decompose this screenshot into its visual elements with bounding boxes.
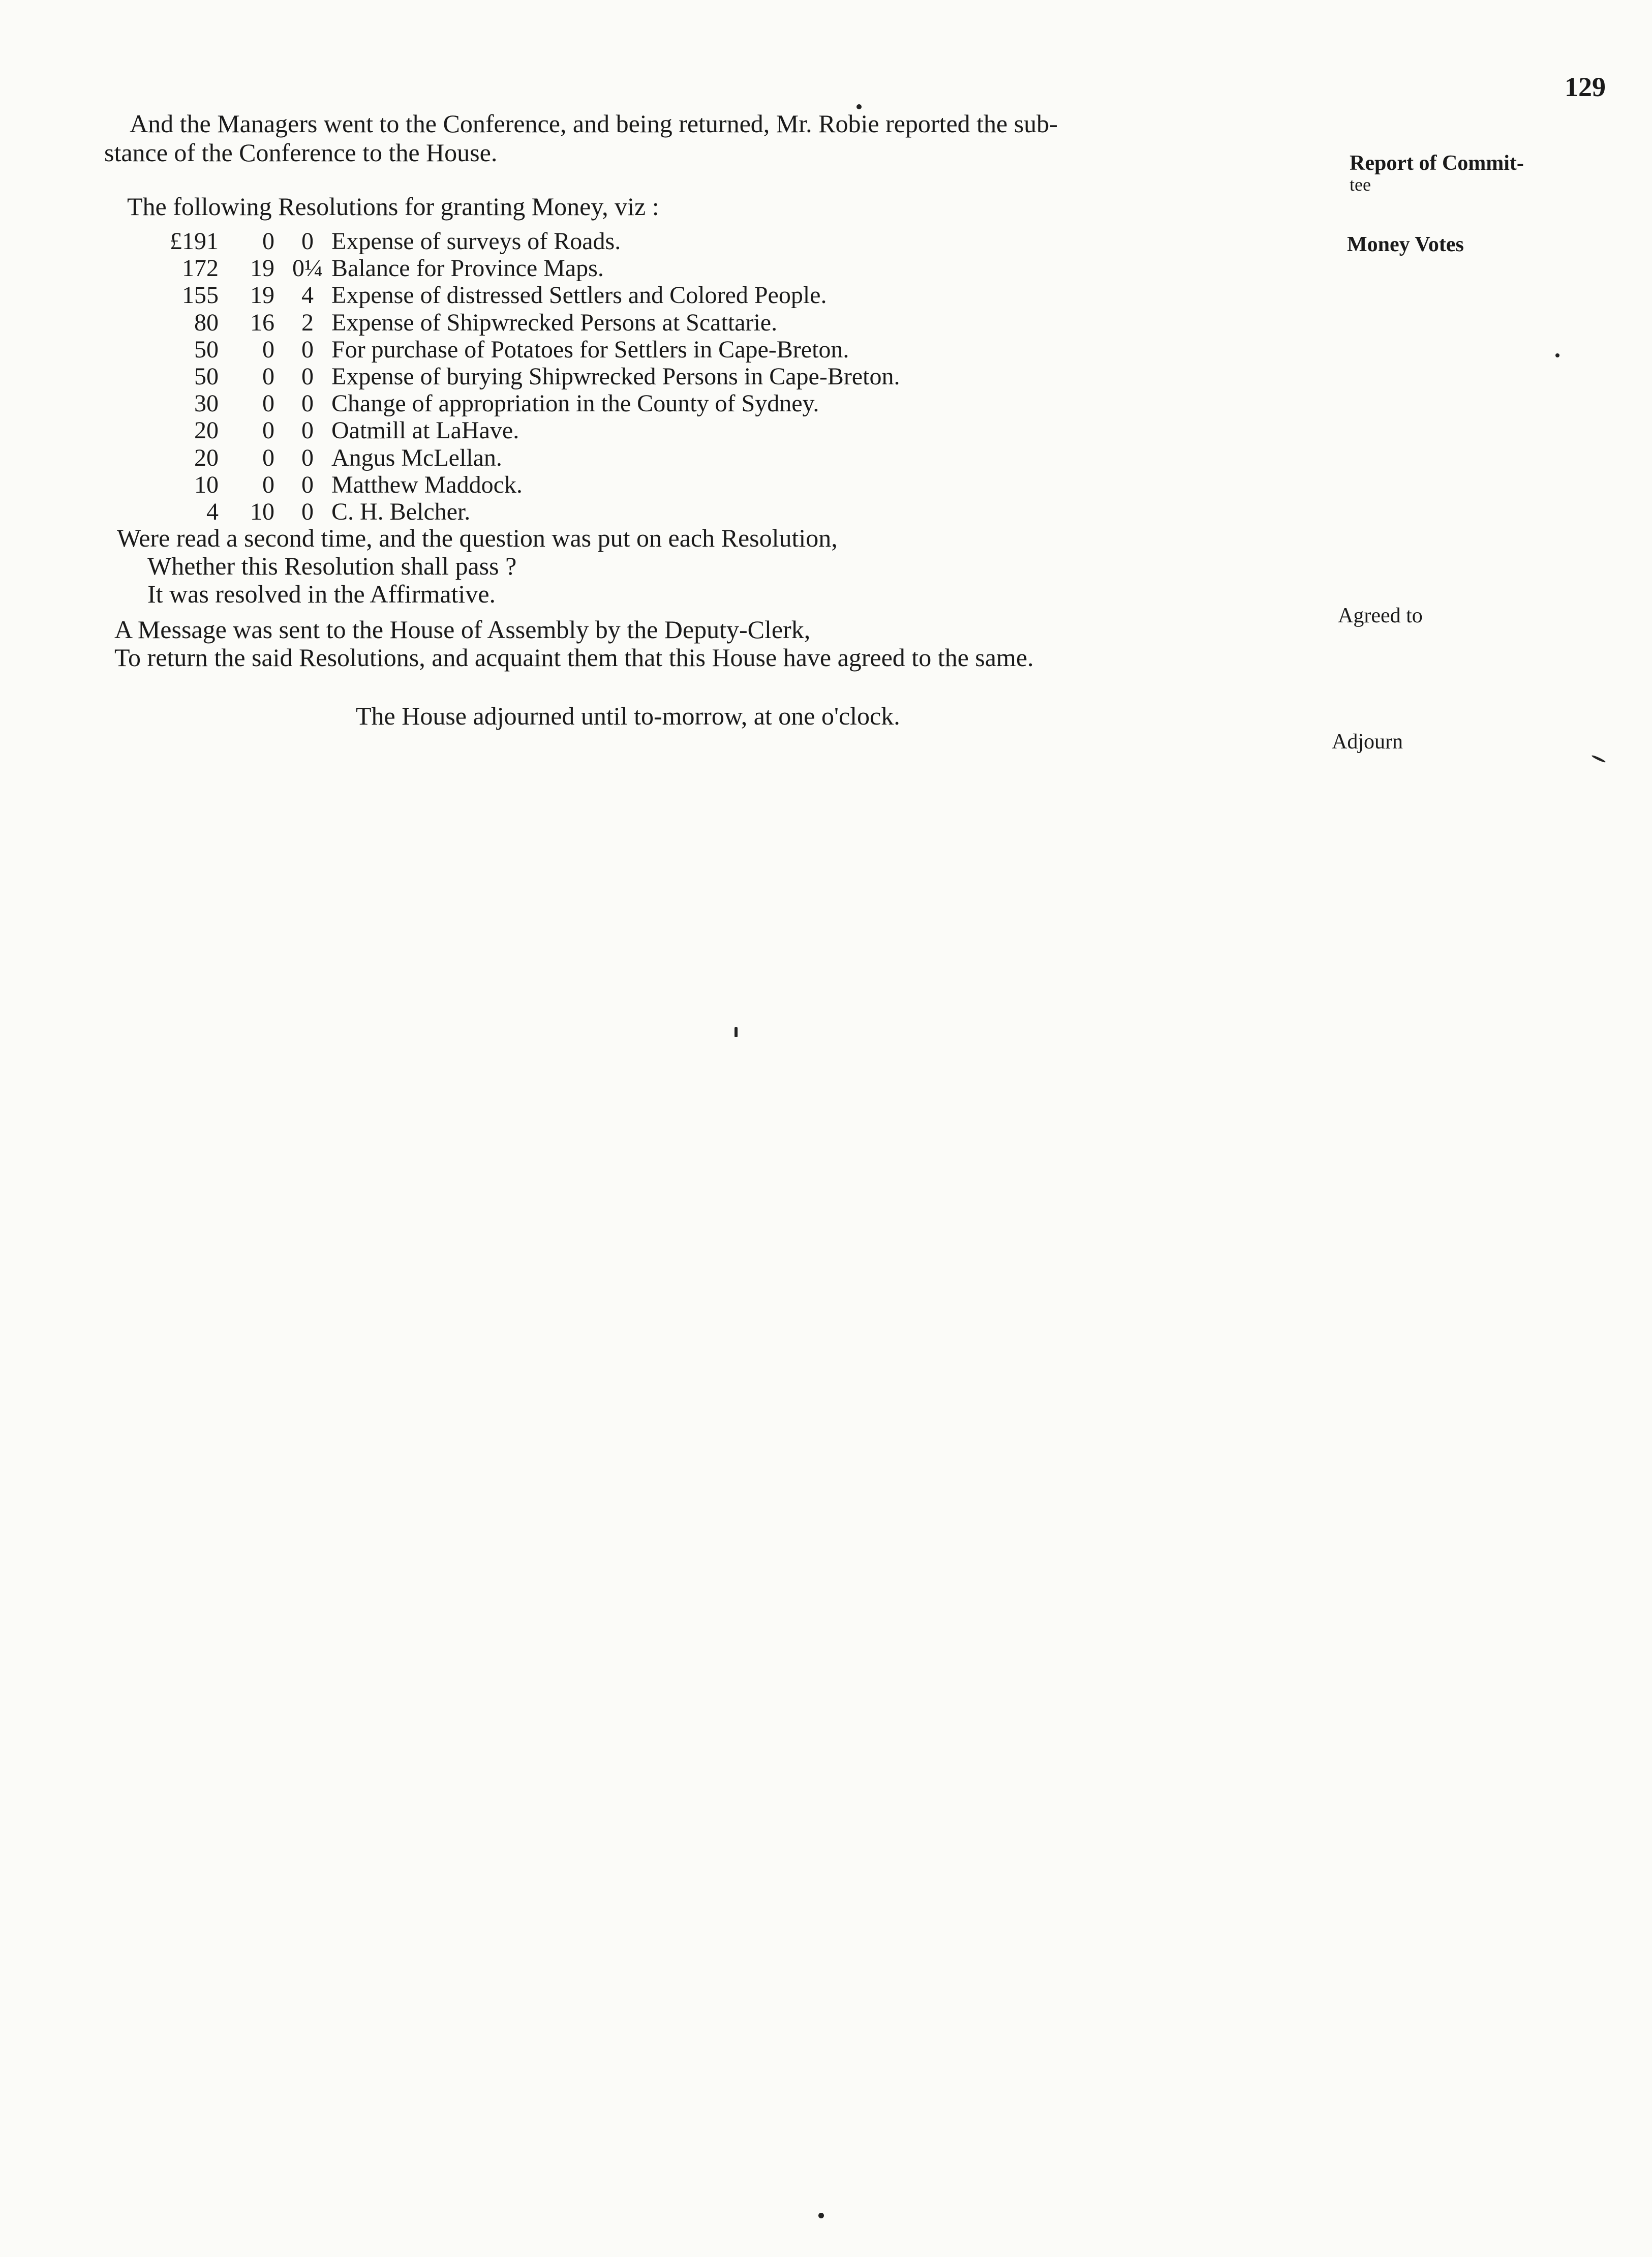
vote-description: Expense of distressed Settlers and Colored People. [331, 282, 827, 309]
margin-note-report-cont: tee [1350, 174, 1371, 195]
scan-speck [818, 2213, 824, 2218]
vote-description: For purchase of Potatoes for Settlers in Cape-Breton. [331, 336, 849, 363]
vote-pounds: 30 [194, 390, 219, 417]
vote-pence: 0 [301, 363, 314, 390]
second-reading-line-1: Were read a second time, and the question was put on each Resolution, [117, 524, 838, 552]
second-reading-line-3: It was resolved in the Affirmative. [147, 580, 496, 608]
margin-note-report: Report of Commit- [1350, 152, 1524, 175]
vote-pounds: 10 [194, 471, 219, 498]
vote-pence: 4 [301, 282, 314, 309]
vote-shillings: 0 [262, 336, 274, 363]
adjourn-text: The House adjourned until to-morrow, at one o'clock. [356, 702, 900, 730]
vote-description: Expense of burying Shipwrecked Persons in Cape-Breton. [331, 363, 900, 390]
conference-line-1: And the Managers went to the Conference, and being returned, Mr. Robie reported the sub- [130, 109, 1058, 138]
vote-shillings: 10 [250, 498, 274, 525]
message-line-2: To return the said Resolutions, and acquaint them that this House have agreed to the same. [114, 643, 1034, 672]
vote-description: Oatmill at LaHave. [331, 417, 519, 444]
scan-speck [856, 104, 862, 109]
vote-shillings: 16 [250, 309, 274, 336]
vote-shillings: 0 [262, 471, 274, 498]
vote-description: Balance for Province Maps. [331, 255, 604, 282]
vote-pounds: 20 [194, 417, 219, 444]
scan-speck [1591, 755, 1606, 763]
page-number: 129 [1565, 72, 1606, 102]
vote-pence: 0 [301, 390, 314, 417]
vote-pence: 0 [301, 336, 314, 363]
margin-note-money-votes: Money Votes [1347, 233, 1464, 256]
vote-pence: 2 [301, 309, 314, 336]
conference-line-2: stance of the Conference to the House. [104, 138, 498, 167]
margin-note-agreed: Agreed to [1338, 604, 1423, 627]
scan-speck [1555, 353, 1559, 357]
vote-pence: 0 [301, 417, 314, 444]
vote-pounds: 50 [194, 336, 219, 363]
vote-shillings: 19 [250, 255, 274, 282]
message-line-1: A Message was sent to the House of Assembly by the Deputy-Clerk, [114, 615, 811, 644]
vote-shillings: 0 [262, 390, 274, 417]
vote-pounds: 50 [194, 363, 219, 390]
vote-shillings: 0 [262, 363, 274, 390]
vote-description: Matthew Maddock. [331, 471, 523, 498]
vote-pence: 0¼ [292, 255, 323, 282]
vote-pounds: 155 [182, 282, 219, 309]
vote-shillings: 0 [262, 417, 274, 444]
vote-shillings: 0 [262, 444, 274, 471]
vote-pounds: 80 [194, 309, 219, 336]
vote-pence: 0 [301, 228, 314, 255]
vote-description: Expense of Shipwrecked Persons at Scattarie. [331, 309, 778, 336]
scan-speck [735, 1027, 738, 1037]
vote-pounds: £191 [170, 228, 219, 255]
vote-shillings: 0 [262, 228, 274, 255]
vote-pence: 0 [301, 471, 314, 498]
vote-description: Expense of surveys of Roads. [331, 228, 621, 255]
resolutions-intro: The following Resolutions for granting Money, viz : [127, 192, 659, 221]
vote-pence: 0 [301, 444, 314, 471]
vote-pence: 0 [301, 498, 314, 525]
vote-description: C. H. Belcher. [331, 498, 471, 525]
vote-pounds: 172 [182, 255, 219, 282]
vote-pounds: 20 [194, 444, 219, 471]
vote-description: Angus McLellan. [331, 444, 502, 471]
vote-shillings: 19 [250, 282, 274, 309]
second-reading-line-2: Whether this Resolution shall pass ? [147, 552, 517, 580]
vote-pounds: 4 [206, 498, 219, 525]
margin-note-adjourn: Adjourn [1332, 730, 1403, 754]
vote-description: Change of appropriation in the County of Sydney. [331, 390, 819, 417]
